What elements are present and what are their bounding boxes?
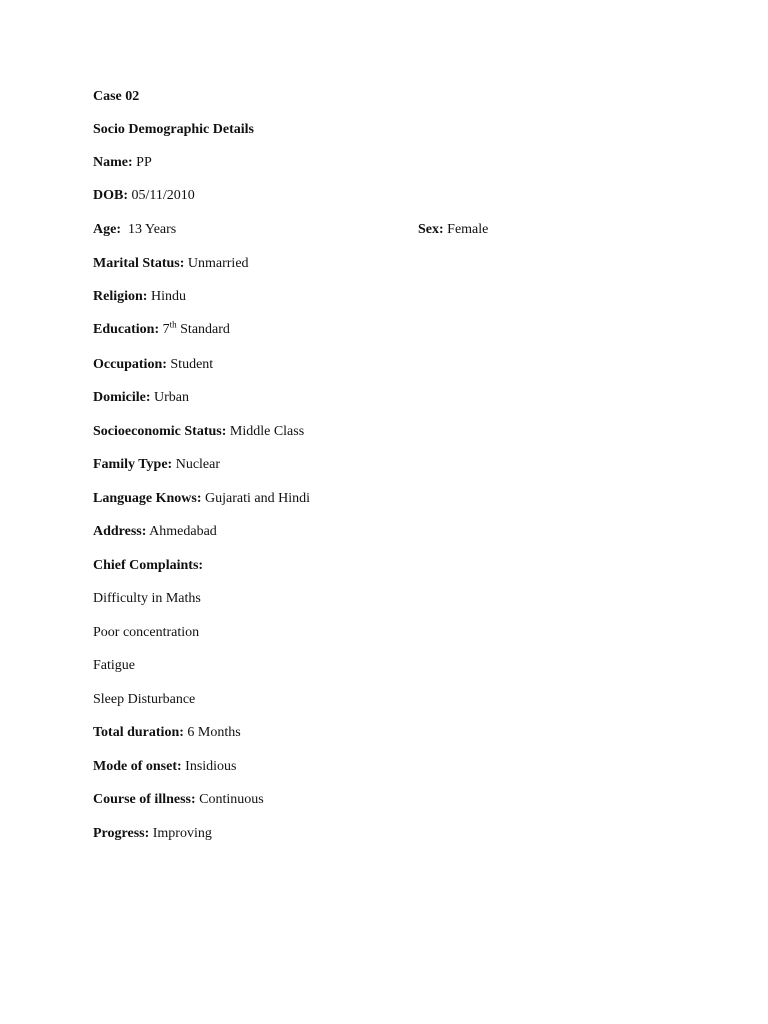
domicile-field xyxy=(93,389,189,407)
education-label: Education: xyxy=(93,322,160,337)
occupation-value: Student xyxy=(170,357,214,372)
course-of-illness-field xyxy=(93,791,264,809)
education-value-rest: Standard xyxy=(180,322,230,337)
domicile-value: Urban xyxy=(154,390,190,405)
progress-field xyxy=(93,825,212,843)
dob-value: 05/11/2010 xyxy=(131,188,195,203)
education-value-suffix: th xyxy=(169,319,177,330)
progress-value: Improving xyxy=(152,826,212,841)
marital-status-value: Unmarried xyxy=(187,256,249,271)
address-field xyxy=(93,523,217,541)
family-type-label: Family Type: xyxy=(93,457,173,472)
age-value: 13 Years xyxy=(128,222,177,237)
name-label: Name: xyxy=(93,155,133,170)
address-label: Address: xyxy=(93,524,147,539)
total-duration-field xyxy=(93,724,241,742)
religion-value: Hindu xyxy=(150,289,186,304)
name-value: PP xyxy=(136,155,152,170)
domicile-label: Domicile: xyxy=(93,390,151,405)
religion-field xyxy=(93,288,186,306)
socioeconomic-status-field xyxy=(93,423,304,441)
religion-label: Religion: xyxy=(93,289,148,304)
mode-of-onset-field xyxy=(93,758,237,776)
name-field xyxy=(93,154,152,172)
sex-field xyxy=(418,221,488,239)
complaint-item: Poor concentration xyxy=(93,625,200,640)
dob-label: DOB: xyxy=(93,188,128,203)
case-title: Case 02 xyxy=(93,89,140,104)
marital-status-label: Marital Status: xyxy=(93,256,185,271)
dob-field xyxy=(93,187,195,205)
total-duration-value: 6 Months xyxy=(187,725,241,740)
section-heading: Socio Demographic Details xyxy=(93,122,254,137)
occupation-field xyxy=(93,356,213,374)
complaint-item: Fatigue xyxy=(93,658,135,673)
course-of-illness-value: Continuous xyxy=(199,792,264,807)
mode-of-onset-value: Insidious xyxy=(185,759,237,774)
age-label: Age: xyxy=(93,222,121,237)
course-of-illness-label: Course of illness: xyxy=(93,792,196,807)
sex-label: Sex: xyxy=(418,222,444,237)
mode-of-onset-label: Mode of onset: xyxy=(93,759,182,774)
socioeconomic-status-label: Socioeconomic Status: xyxy=(93,424,227,439)
address-value: Ahmedabad xyxy=(149,524,217,539)
complaint-item: Sleep Disturbance xyxy=(93,692,196,707)
family-type-value: Nuclear xyxy=(175,457,221,472)
chief-complaints-heading: Chief Complaints: xyxy=(93,558,204,573)
age-field xyxy=(93,221,176,239)
education-field xyxy=(93,321,230,339)
language-knows-value: Gujarati and Hindi xyxy=(205,491,311,506)
language-knows-field xyxy=(93,490,310,508)
education-value-number: 7 xyxy=(162,322,170,337)
language-knows-label: Language Knows: xyxy=(93,491,202,506)
socioeconomic-status-value: Middle Class xyxy=(229,424,305,439)
sex-value: Female xyxy=(447,222,489,237)
complaint-item: Difficulty in Maths xyxy=(93,591,201,606)
progress-label: Progress: xyxy=(93,826,150,841)
family-type-field xyxy=(93,456,220,474)
occupation-label: Occupation: xyxy=(93,357,167,372)
total-duration-label: Total duration: xyxy=(93,725,184,740)
marital-status-field xyxy=(93,255,249,273)
